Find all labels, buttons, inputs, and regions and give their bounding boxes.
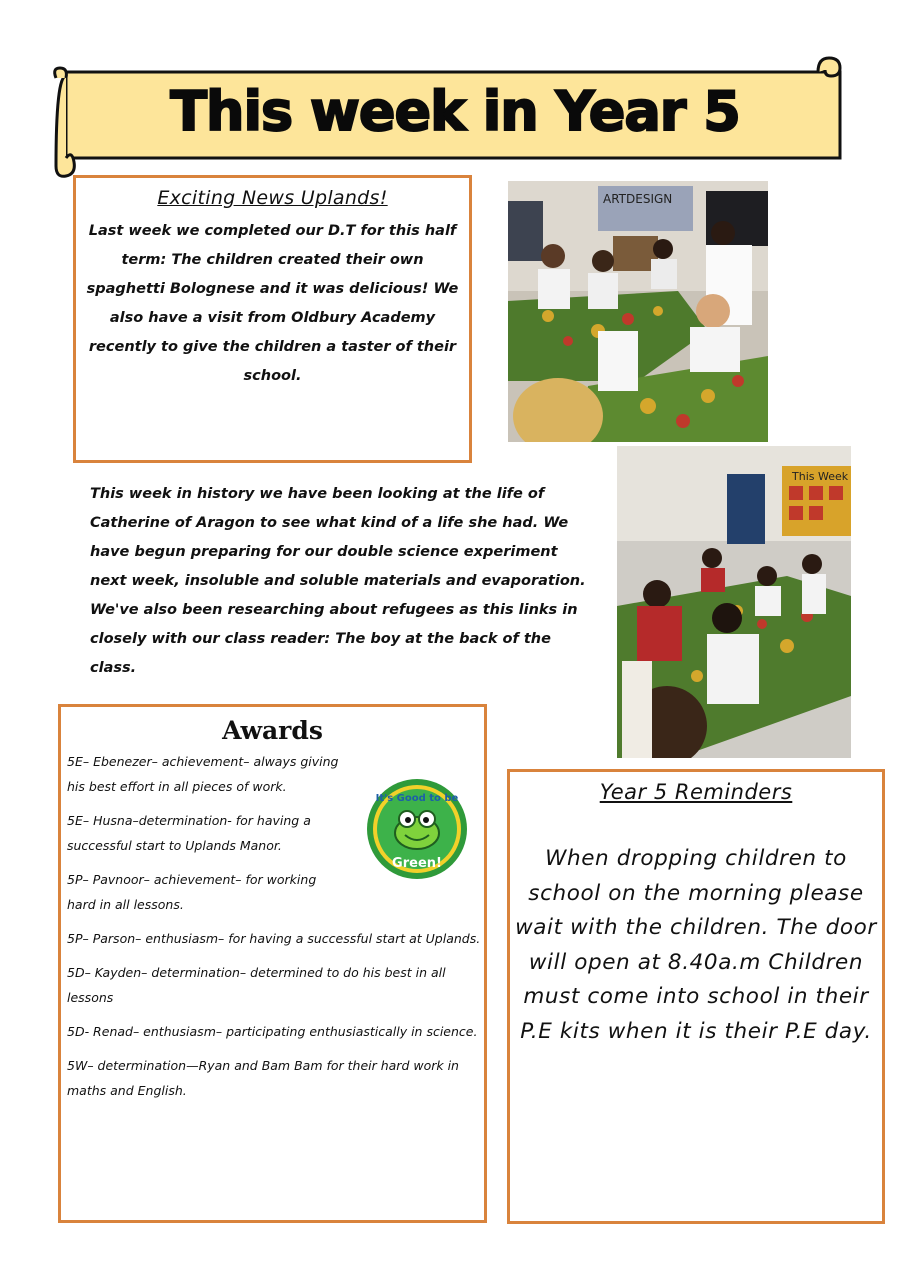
this-week-sign-text: This Week xyxy=(792,470,849,483)
reminders-body: When dropping children to school on the morning please wait with the children. The door will open at 8.40a.m Children must come into school in their P.E kits when it is their P.E day. xyxy=(515,846,877,1044)
good-to-be-green-badge xyxy=(365,777,469,881)
award-item: 5W– determination—Ryan and Bam Bam for their hard work in maths and English. xyxy=(67,1058,459,1098)
award-item: 5D– Kayden– determination– determined to do his best in all lessons xyxy=(67,965,446,1005)
art-sign-text: ART xyxy=(603,192,627,206)
page-title: This week in Year 5 xyxy=(170,80,740,143)
award-item: 5E– Husna–determination- for having a successful start to Uplands Manor. xyxy=(67,813,311,853)
news-heading: Exciting News Uplands! xyxy=(157,187,388,209)
badge-text-top: It's Good to be xyxy=(375,793,459,804)
awards-title: Awards xyxy=(222,716,323,745)
history-paragraph: This week in history we have been looking at the life of Catherine of Aragon to see what kind of a life she had. We have begun preparing for our double science experiment next week, insoluble and soluble materials and evaporation. We've also been researching about refugees as this links in closely with our class reader: The boy at the back of the class. xyxy=(90,486,586,676)
award-item: 5P– Pavnoor– achievement– for working hard in all lessons. xyxy=(67,872,317,912)
title-banner xyxy=(48,54,848,180)
award-item: 5P– Parson– enthusiasm– for having a successful start at Uplands. xyxy=(67,931,481,946)
award-item: 5E– Ebenezer– achievement– always giving his best effort in all pieces of work. xyxy=(67,754,339,794)
design-sign-text: DESIGN xyxy=(626,192,673,206)
award-item: 5D- Renad– enthusiasm– participating enthusiastically in science. xyxy=(67,1024,478,1039)
classroom-photo-tables xyxy=(617,446,851,758)
reminders-box xyxy=(507,769,885,1224)
reminders-heading: Year 5 Reminders xyxy=(599,780,793,804)
badge-text-bottom: Green! xyxy=(392,856,442,871)
news-body: Last week we completed our D.T for this half term: The children created their own spaghetti Bolognese and it was delicious! We also have a visit from Oldbury Academy recently to give the children a taster of their school. xyxy=(86,223,459,384)
classroom-photo-cooking xyxy=(508,181,768,442)
awards-box xyxy=(58,704,487,1223)
exciting-news-box xyxy=(73,175,472,463)
